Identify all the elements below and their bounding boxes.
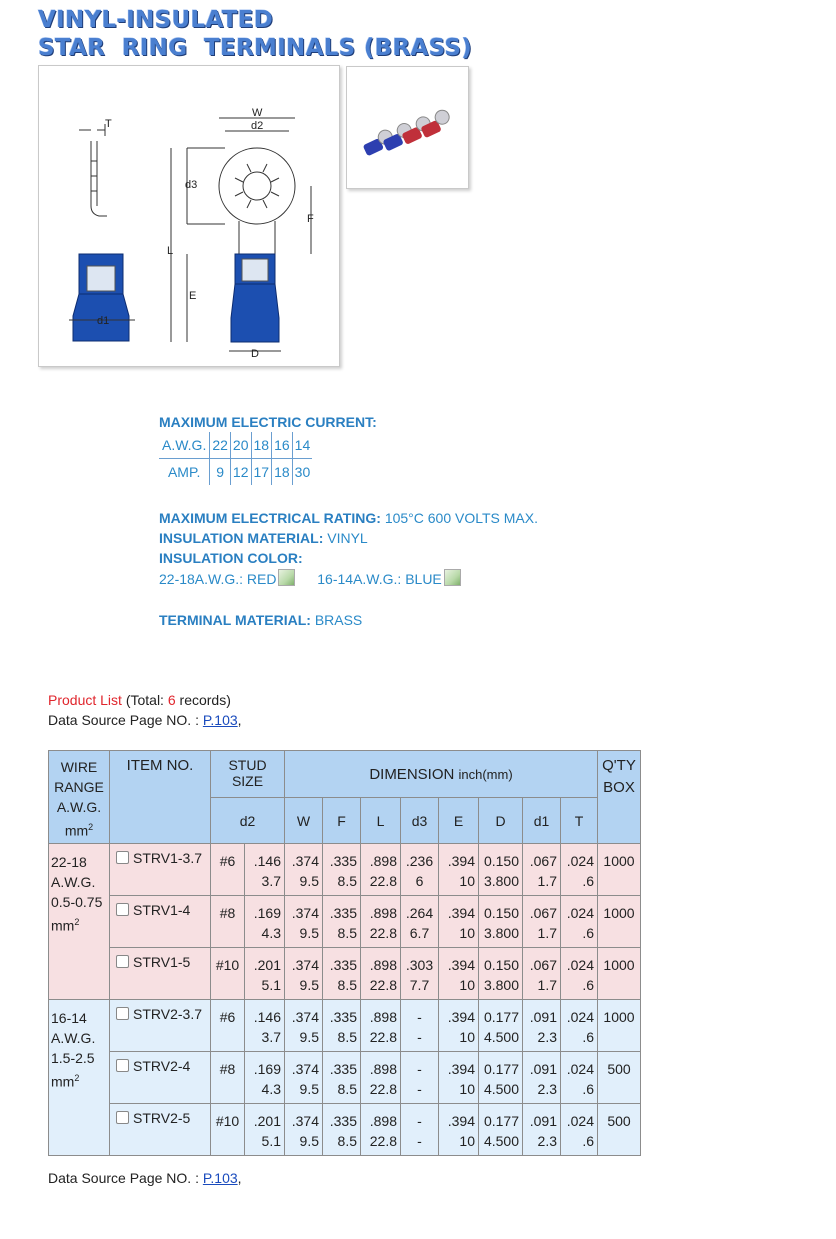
dim-W-cell: .374 9.5	[285, 843, 323, 895]
amp-value: 18	[272, 459, 293, 486]
stud-size-cell: #6	[211, 843, 245, 895]
dim-d2-cell: .169 4.3	[245, 1051, 285, 1103]
select-checkbox[interactable]	[116, 955, 129, 968]
dim-T-cell: .024 .6	[561, 895, 598, 947]
dim-D-cell: 0.177 4.500	[479, 1051, 523, 1103]
insulation-material-value: VINYL	[327, 530, 368, 546]
table-row	[49, 843, 641, 895]
product-list-header	[48, 690, 242, 730]
total-prefix: (Total:	[121, 692, 168, 708]
dim-E-cell: .394 10	[439, 895, 479, 947]
select-checkbox[interactable]	[116, 851, 129, 864]
dim-D-cell: 0.150 3.800	[479, 895, 523, 947]
dim-D-cell: 0.177 4.500	[479, 1103, 523, 1155]
footer-source-page-link[interactable]: P.103	[202, 1170, 238, 1186]
dim-E-cell: .394 10	[439, 999, 479, 1051]
wire-range-cell: 16-14 A.W.G. 1.5-2.5 $mm^2$	[49, 999, 110, 1155]
select-checkbox[interactable]	[116, 1111, 129, 1124]
awg-value: 16	[272, 432, 293, 459]
color-blue-text: 16-14A.W.G.: BLUE	[317, 571, 442, 587]
specifications	[159, 412, 538, 630]
dim-d3-cell: - -	[401, 1051, 439, 1103]
dimension-header: DIMENSION inch(mm)	[285, 751, 598, 798]
dim-F-cell: .335 8.5	[323, 999, 361, 1051]
label-F: F	[307, 213, 314, 225]
stud-size-cell: #10	[211, 947, 245, 999]
dim-T-cell: .024 .6	[561, 1051, 598, 1103]
red-swatch-image-icon	[278, 569, 295, 586]
dim-d1-cell: .067 1.7	[523, 843, 561, 895]
amp-header: AMP.	[159, 459, 210, 486]
dim-d3-cell: - -	[401, 1103, 439, 1155]
title-line-1: VINYL-INSULATED	[38, 7, 274, 33]
footer-source-sep: ,	[237, 1170, 242, 1186]
insulation-color-label: INSULATION COLOR:	[159, 550, 303, 566]
dim-d1-cell: .067 1.7	[523, 895, 561, 947]
item-number: STRV1-3.7	[133, 849, 202, 866]
select-checkbox[interactable]	[116, 1059, 129, 1072]
dim-D-cell: 0.150 3.800	[479, 947, 523, 999]
table-row	[49, 895, 641, 947]
col-d3-header: d3	[401, 798, 439, 843]
table-row	[49, 1103, 641, 1155]
label-W: W	[252, 107, 263, 119]
dim-L-cell: .898 22.8	[361, 895, 401, 947]
terminal-material-label: TERMINAL MATERIAL:	[159, 612, 311, 628]
col-T-header: T	[561, 798, 598, 843]
amp-value: 9	[210, 459, 231, 486]
amp-value: 12	[230, 459, 251, 486]
dim-d2-cell: .146 3.7	[245, 843, 285, 895]
dim-D-cell: 0.177 4.500	[479, 999, 523, 1051]
dim-d1-cell: .091 2.3	[523, 1051, 561, 1103]
item-cell	[110, 843, 211, 895]
label-L: L	[167, 245, 174, 257]
qty-cell: 500	[598, 1051, 641, 1103]
item-number: STRV2-3.7	[133, 1005, 202, 1022]
awg-value: 14	[292, 432, 312, 459]
dim-F-cell: .335 8.5	[323, 1103, 361, 1155]
item-cell	[110, 999, 211, 1051]
dim-T-cell: .024 .6	[561, 947, 598, 999]
dim-d3-cell: - -	[401, 999, 439, 1051]
color-red-text: 22-18A.W.G.: RED	[159, 571, 277, 587]
awg-header: A.W.G.	[159, 432, 210, 459]
item-cell	[110, 895, 211, 947]
dim-F-cell: .335 8.5	[323, 843, 361, 895]
dim-d2-cell: .201 5.1	[245, 947, 285, 999]
qty-header: Q'TY BOX	[598, 751, 641, 844]
dim-d1-cell: .091 2.3	[523, 1103, 561, 1155]
label-d2: d2	[251, 120, 264, 132]
label-E: E	[189, 290, 197, 302]
table-row	[49, 947, 641, 999]
dim-W-cell: .374 9.5	[285, 947, 323, 999]
dim-d3-cell: .236 6	[401, 843, 439, 895]
terminals-photo-image	[347, 67, 468, 188]
col-E-header: E	[439, 798, 479, 843]
product-table	[48, 750, 641, 1156]
stud-size-cell: #6	[211, 999, 245, 1051]
item-number: STRV2-5	[133, 1109, 191, 1126]
stud-size-cell: #8	[211, 1051, 245, 1103]
dim-E-cell: .394 10	[439, 843, 479, 895]
col-F-header: F	[323, 798, 361, 843]
dim-d2-cell: .146 3.7	[245, 999, 285, 1051]
item-cell	[110, 1051, 211, 1103]
source-label: Data Source Page NO. :	[48, 712, 203, 728]
label-d1: d1	[97, 315, 110, 327]
label-d3: d3	[185, 179, 198, 191]
dim-W-cell: .374 9.5	[285, 1051, 323, 1103]
qty-cell: 1000	[598, 999, 641, 1051]
dim-T-cell: .024 .6	[561, 843, 598, 895]
awg-value: 18	[251, 432, 272, 459]
side-view	[69, 124, 135, 341]
col-W-header: W	[285, 798, 323, 843]
qty-cell: 1000	[598, 895, 641, 947]
dim-F-cell: .335 8.5	[323, 1051, 361, 1103]
dim-L-cell: .898 22.8	[361, 1051, 401, 1103]
max-current-label: MAXIMUM ELECTRIC CURRENT:	[159, 414, 377, 430]
terminal-drawing	[39, 66, 339, 366]
dimension-diagram	[38, 65, 340, 367]
product-photo[interactable]	[346, 66, 469, 189]
col-d1-header: d1	[523, 798, 561, 843]
label-T: T	[105, 118, 112, 130]
dim-d1-cell: .067 1.7	[523, 947, 561, 999]
footer-source	[48, 1170, 242, 1186]
awg-value: 22	[210, 432, 231, 459]
wire-range-cell: 22-18 A.W.G. 0.5-0.75 $mm^2$	[49, 843, 110, 999]
wire-range-header: WIRE RANGE A.W.G. $mm^2$	[49, 751, 110, 844]
dim-T-cell: .024 .6	[561, 1103, 598, 1155]
dim-D-cell: 0.150 3.800	[479, 843, 523, 895]
dim-E-cell: .394 10	[439, 1051, 479, 1103]
dim-d1-cell: .091 2.3	[523, 999, 561, 1051]
dim-E-cell: .394 10	[439, 947, 479, 999]
dim-L-cell: .898 22.8	[361, 1103, 401, 1155]
front-view	[171, 118, 311, 351]
amp-value: 17	[251, 459, 272, 486]
dim-d3-cell: .264 6.7	[401, 895, 439, 947]
title-line-2: STAR RING TERMINALS (BRASS)	[38, 35, 473, 61]
item-cell	[110, 1103, 211, 1155]
dim-F-cell: .335 8.5	[323, 895, 361, 947]
item-cell	[110, 947, 211, 999]
label-D: D	[251, 348, 259, 360]
item-number: STRV1-4	[133, 901, 191, 918]
col-L-header: L	[361, 798, 401, 843]
dim-T-cell: .024 .6	[561, 999, 598, 1051]
qty-cell: 500	[598, 1103, 641, 1155]
stud-size-cell: #10	[211, 1103, 245, 1155]
select-checkbox[interactable]	[116, 903, 129, 916]
dim-F-cell: .335 8.5	[323, 947, 361, 999]
product-list-label: Product List	[48, 692, 122, 708]
dim-L-cell: .898 22.8	[361, 999, 401, 1051]
stud-size-cell: #8	[211, 895, 245, 947]
qty-cell: 1000	[598, 843, 641, 895]
select-checkbox[interactable]	[116, 1007, 129, 1020]
dim-d3-cell: .303 7.7	[401, 947, 439, 999]
col-D-header: D	[479, 798, 523, 843]
source-sep: ,	[237, 712, 242, 728]
dim-d2-cell: .169 4.3	[245, 895, 285, 947]
awg-value: 20	[230, 432, 251, 459]
footer-source-label: Data Source Page NO. :	[48, 1170, 203, 1186]
source-page-link[interactable]: P.103	[202, 712, 238, 728]
total-suffix: records)	[175, 692, 231, 708]
current-table	[159, 432, 312, 485]
item-number: STRV1-5	[133, 953, 191, 970]
page-title	[38, 6, 472, 62]
item-no-header: ITEM NO.	[110, 751, 211, 844]
blue-swatch-image-icon	[444, 569, 461, 586]
dim-d2-cell: .201 5.1	[245, 1103, 285, 1155]
rating-label: MAXIMUM ELECTRICAL RATING:	[159, 510, 381, 526]
amp-value: 30	[294, 464, 311, 480]
total-count: 6	[167, 692, 176, 708]
terminal-material-value: BRASS	[314, 612, 363, 628]
dim-L-cell: .898 22.8	[361, 947, 401, 999]
rating-value: 105°C 600 VOLTS MAX.	[384, 510, 538, 526]
dim-W-cell: .374 9.5	[285, 1103, 323, 1155]
item-number: STRV2-4	[133, 1057, 191, 1074]
insulation-material-label: INSULATION MATERIAL:	[159, 530, 324, 546]
stud-size-header: STUD SIZE	[211, 751, 285, 798]
dim-W-cell: .374 9.5	[285, 895, 323, 947]
table-row	[49, 1051, 641, 1103]
qty-cell: 1000	[598, 947, 641, 999]
dim-L-cell: .898 22.8	[361, 843, 401, 895]
d2-header: d2	[211, 798, 285, 843]
dim-E-cell: .394 10	[439, 1103, 479, 1155]
table-row	[49, 999, 641, 1051]
dim-W-cell: .374 9.5	[285, 999, 323, 1051]
